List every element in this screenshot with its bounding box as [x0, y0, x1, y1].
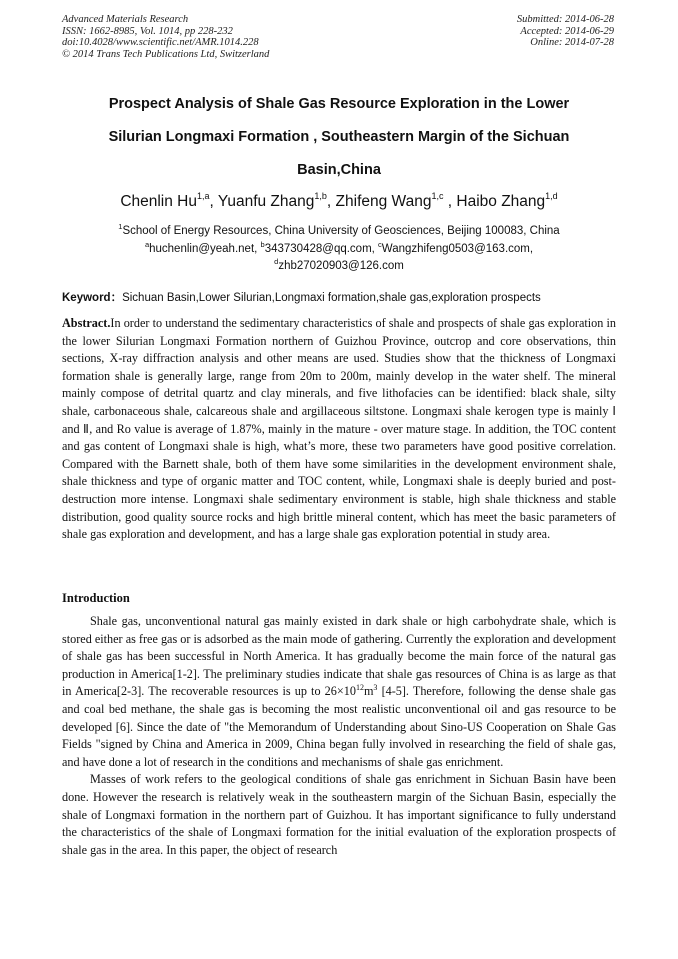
email-address[interactable]: huchenlin@yeah.net, — [149, 242, 261, 255]
author-affiliation-marker: 1,b — [314, 191, 327, 201]
journal-name: Advanced Materials Research — [62, 14, 189, 25]
author-name: Haibo Zhang — [456, 193, 546, 210]
submitted-date: Submitted: 2014-06-28 — [516, 14, 614, 25]
paragraph: Masses of work refers to the geological conditions of shale gas enrichment in Sichuan Basin have been done. However the research is relatively weak in the southeastern margin of the Sichuan Basin, especially the shale of Longmaxi formation in the northern part of Guizhou. It has important significance to fully understand the characteristics of the shale of Longmaxi formation for the initial evaluation of the exploration prospects of shale gas in the area. In this paper, the object of research — [62, 772, 616, 857]
title-line-2: Silurian Longmaxi Formation , Southeastern Margin of the Sichuan — [108, 129, 570, 145]
paragraph-text: [4-5]. Therefore, following the dense shale gas and coal bed methane, the shale gas is becoming the most realistic unconventional oil and gas resource to be developed [6]. Since the date of "the Memorandum of Understanding about Sino-US Cooperation on Shale Gas Fields "signed by China and America in 2009, China began fully involved in researching the field of shale gas, and have done a lot of research in the conditions and mechanisms of shale gas enrichment. — [62, 684, 617, 769]
doi-line[interactable]: doi:10.4028/www.scientific.net/AMR.1014.228 — [62, 37, 259, 48]
introduction-body — [62, 613, 616, 859]
paragraph — [62, 613, 616, 771]
section-heading: Introduction — [62, 591, 130, 605]
publication-dates — [517, 14, 614, 49]
paragraph-text: Shale gas, unconventional natural gas mainly existed in dark shale or high carbohydrate shale, which is stored either as free gas or is adsorbed as the main mode of gathering. Currently the exploration and development of shale gas has been successful in North America. It has gradually become the main force of the natural gas production in America[1-2]. The preliminary studies indicate that shale gas resources of China is as large as that in America[2-3]. The recoverable resources is up to 26×10 — [62, 614, 616, 699]
author-separator: , — [443, 193, 457, 210]
affiliations — [62, 223, 616, 276]
title-line-3: Basin,China — [297, 162, 381, 178]
email-marker: a — [144, 239, 150, 249]
affiliation-marker: 1 — [118, 222, 123, 231]
abstract — [62, 315, 616, 544]
keywords-line — [62, 289, 622, 305]
email-line — [62, 241, 616, 259]
author-affiliation-marker: 1,a — [197, 191, 210, 201]
journal-info — [62, 14, 269, 60]
keywords-label: Keyword： — [62, 292, 123, 304]
author-affiliation-marker: 1,d — [545, 191, 558, 201]
copyright-line: © 2014 Trans Tech Publications Ltd, Switzerland — [62, 48, 270, 60]
exponent: 3 — [373, 683, 378, 693]
email-marker: d — [274, 257, 279, 266]
author-name: Yuanfu Zhang — [217, 193, 315, 210]
unit-text: m — [363, 684, 374, 699]
affiliation-text: School of Energy Resources, China University of Geosciences, Beijing 100083, China — [122, 225, 560, 237]
exponent: 12 — [355, 683, 364, 693]
email-address[interactable]: 343730428@qq.com, — [264, 242, 379, 255]
email-address[interactable]: zhb27020903@126.com — [278, 260, 404, 272]
paper-title — [62, 88, 616, 187]
email-marker: b — [260, 239, 265, 249]
author-name: Chenlin Hu — [120, 193, 197, 210]
author-separator: , — [209, 193, 218, 210]
author-affiliation-marker: 1,c — [431, 191, 444, 201]
email-marker: c — [378, 239, 382, 249]
keywords-text: Sichuan Basin,Lower Silurian,Longmaxi formation,shale gas,exploration prospects — [122, 292, 541, 304]
abstract-text: In order to understand the sedimentary characteristics of shale and prospects of shale gas exploration in the lower Silurian Longmaxi Formation northern of Guizhou Province, outcrop and core observations, thin sections, X-ray diffraction analysis and other means are used. Studies show that the thickness of Longmaxi formation shale is generally large, range from 20m to 200m, mainly develop in the water shelf. The mineral mainly compose of detrital quartz and clay minerals, and five lithofacies can be identified: black shale, silty shale, carbonaceous shale, calcareous shale and argillaceous siltstone. Longmaxi shale kerogen type is mainly Ⅰ and Ⅱ, and Ro value is average of 1.87%, mainly in the mature - over mature stage. In addition, the TOC content and gas content of Longmaxi shale is high, what’s more, these two parameters have good positive correlation. Compared with the Barnett shale, both of them have some similarities in the development environment shale, shale thickness and type of organic matter and TOC content, while, Longmaxi shale is deeply buried and post-destruction more intense. Longmaxi shale sedimentary environment is stable, high shale thickness and stable distribution, good quality source rocks and high brittle mineral content, which has meet the basic parameters of shale gas exploration and development, and has a large shale gas exploration potential in study area. — [62, 316, 616, 542]
accepted-date: Accepted: 2014-06-29 — [520, 25, 614, 37]
author-list — [62, 193, 616, 211]
online-date: Online: 2014-07-28 — [530, 37, 614, 48]
issn-line: ISSN: 1662-8985, Vol. 1014, pp 228-232 — [62, 25, 233, 37]
affiliation-line — [62, 223, 616, 241]
author-name: Zhifeng Wang — [335, 193, 432, 210]
abstract-label: Abstract. — [62, 316, 111, 330]
email-line — [62, 258, 616, 276]
email-address[interactable]: Wangzhifeng0503@163.com, — [381, 242, 534, 255]
author-separator: , — [326, 193, 336, 210]
title-line-1: Prospect Analysis of Shale Gas Resource Exploration in the Lower — [108, 96, 570, 112]
